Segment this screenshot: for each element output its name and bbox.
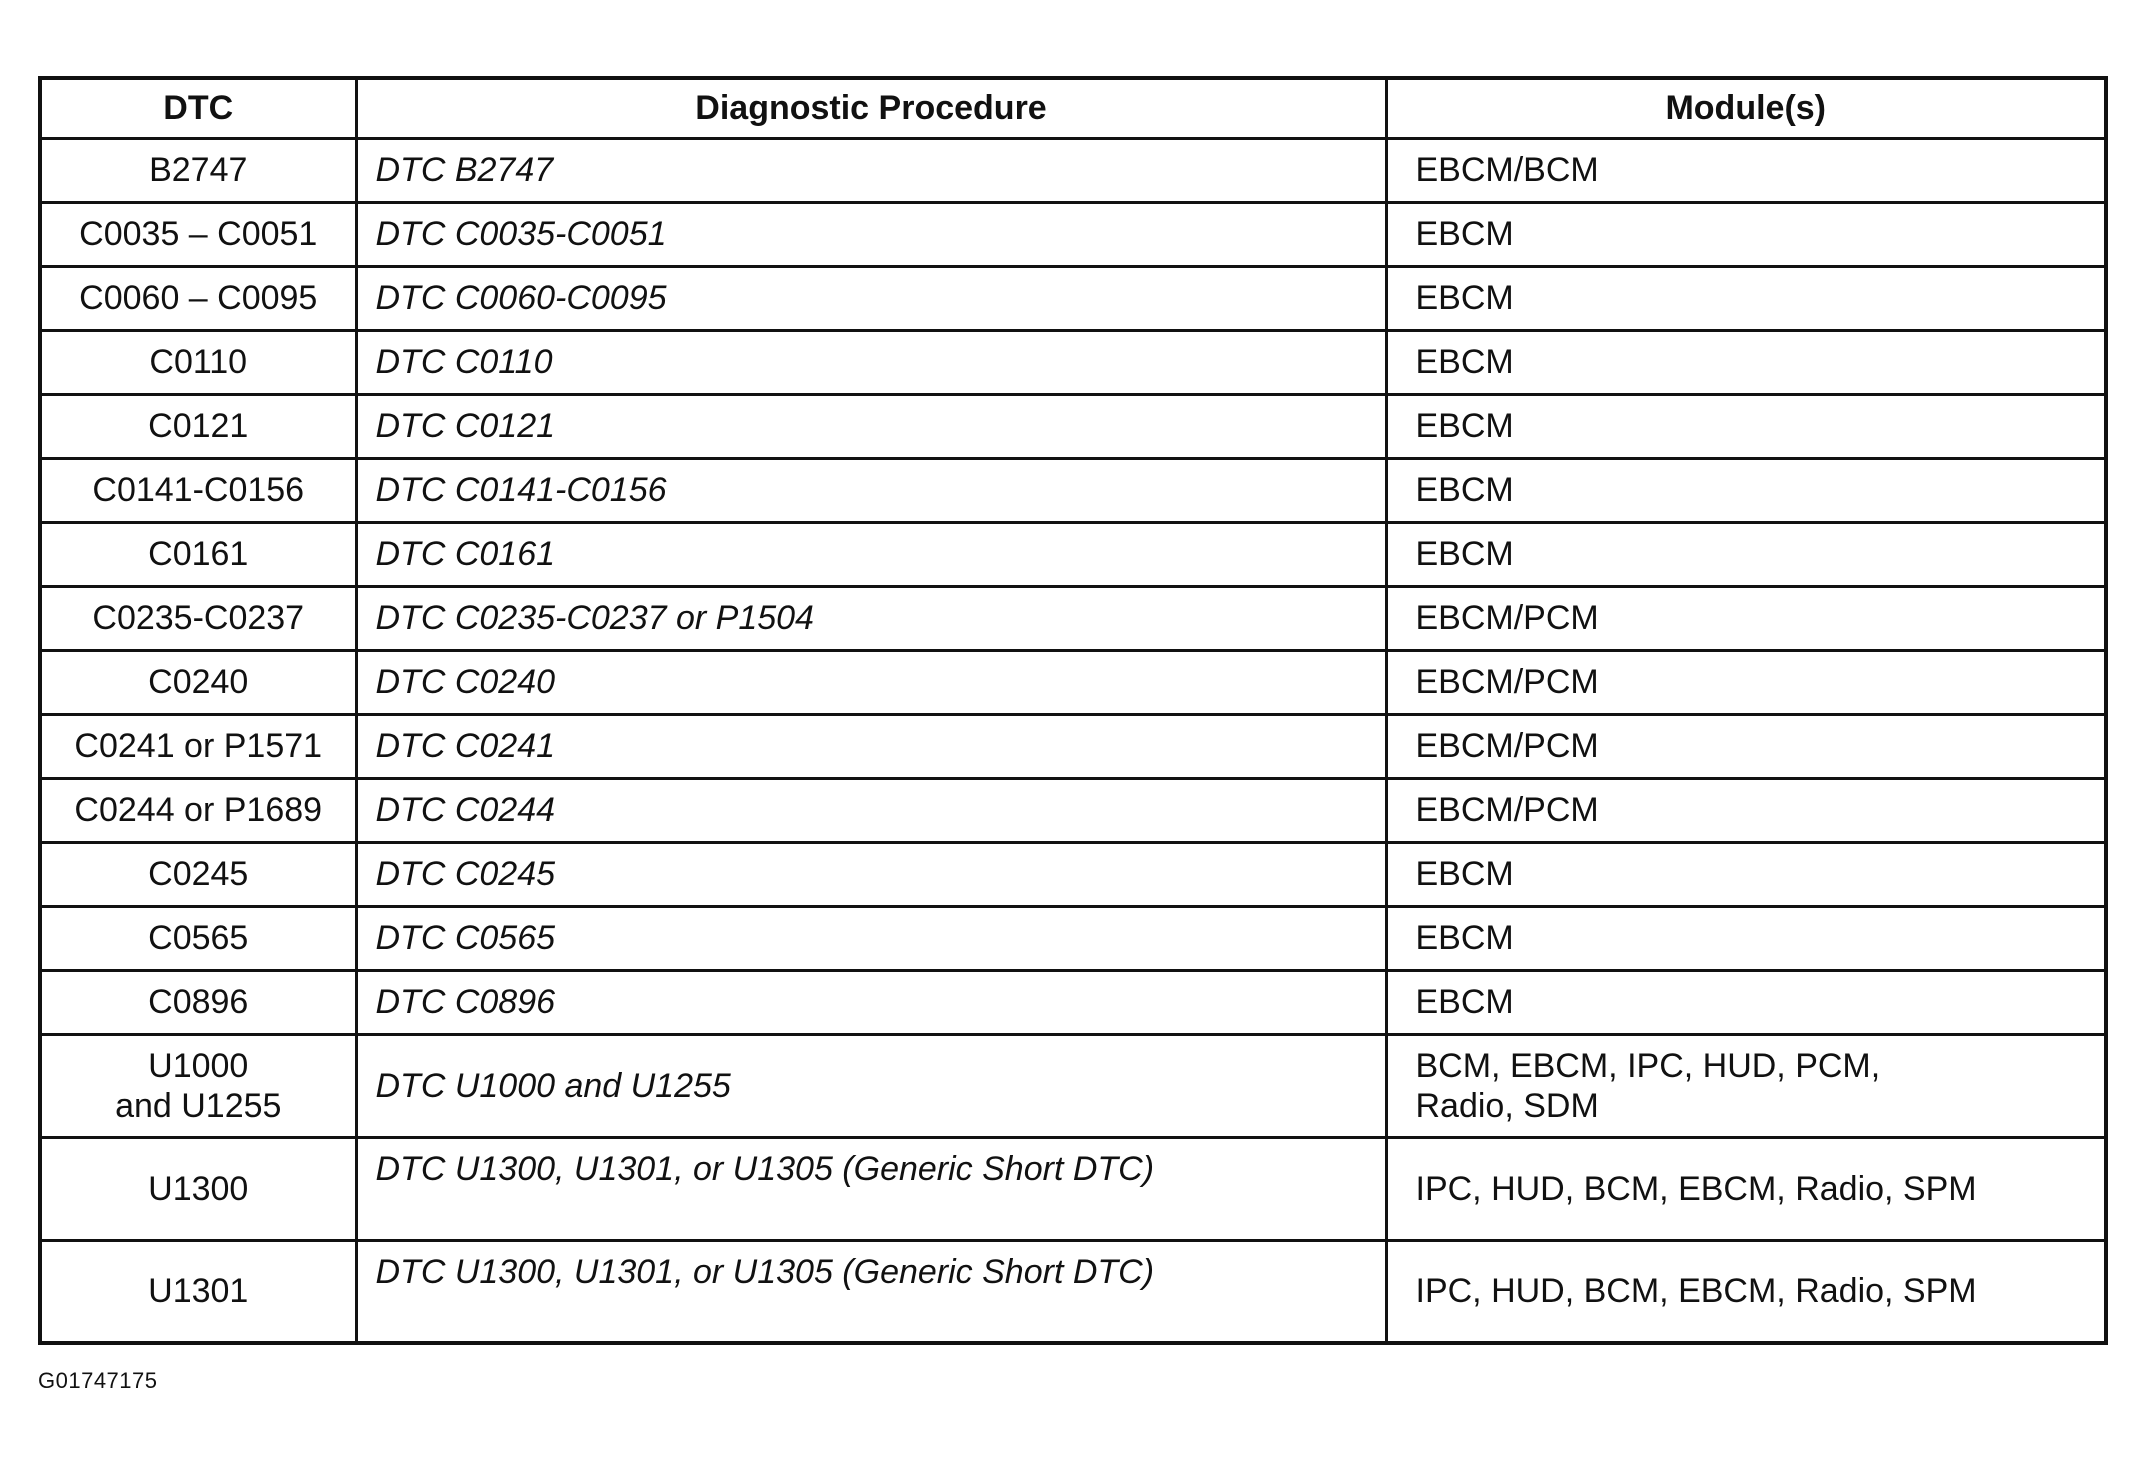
modules-cell: EBCM xyxy=(1386,458,2106,522)
table-row xyxy=(40,266,2106,330)
procedure-cell: DTC C0161 xyxy=(356,522,1386,586)
table-row xyxy=(40,458,2106,522)
procedure-cell: DTC C0121 xyxy=(356,394,1386,458)
procedure-cell: DTC C0110 xyxy=(356,330,1386,394)
dtc-cell: C0565 xyxy=(40,906,356,970)
procedure-cell: DTC U1300, U1301, or U1305 (Generic Short DTC) xyxy=(356,1240,1386,1343)
table-row xyxy=(40,138,2106,202)
dtc-cell: C0110 xyxy=(40,330,356,394)
modules-cell: EBCM xyxy=(1386,970,2106,1034)
table-row xyxy=(40,1034,2106,1137)
dtc-cell: U1300 xyxy=(40,1137,356,1240)
table-row xyxy=(40,522,2106,586)
modules-cell: EBCM/PCM xyxy=(1386,714,2106,778)
table-row xyxy=(40,842,2106,906)
modules-cell: IPC, HUD, BCM, EBCM, Radio, SPM xyxy=(1386,1240,2106,1343)
dtc-cell: U1301 xyxy=(40,1240,356,1343)
figure-id-label: G01747175 xyxy=(38,1368,158,1393)
dtc-cell: C0235-C0237 xyxy=(40,586,356,650)
modules-cell: IPC, HUD, BCM, EBCM, Radio, SPM xyxy=(1386,1137,2106,1240)
procedure-cell: DTC C0141-C0156 xyxy=(356,458,1386,522)
procedure-cell: DTC C0240 xyxy=(356,650,1386,714)
dtc-cell: C0245 xyxy=(40,842,356,906)
table-row xyxy=(40,202,2106,266)
modules-cell: EBCM xyxy=(1386,394,2106,458)
dtc-cell: C0240 xyxy=(40,650,356,714)
dtc-cell: C0896 xyxy=(40,970,356,1034)
dtc-cell: C0141-C0156 xyxy=(40,458,356,522)
modules-cell: EBCM xyxy=(1386,266,2106,330)
dtc-cell: B2747 xyxy=(40,138,356,202)
table-body xyxy=(40,138,2106,1343)
dtc-cell: U1000 and U1255 xyxy=(40,1034,356,1137)
table-row xyxy=(40,970,2106,1034)
modules-cell: EBCM/BCM xyxy=(1386,138,2106,202)
procedure-cell: DTC U1000 and U1255 xyxy=(356,1034,1386,1137)
table-row xyxy=(40,1240,2106,1343)
procedure-cell: DTC B2747 xyxy=(356,138,1386,202)
header-modules: Module(s) xyxy=(1386,78,2106,138)
procedure-cell: DTC C0235-C0237 or P1504 xyxy=(356,586,1386,650)
procedure-cell: DTC C0245 xyxy=(356,842,1386,906)
table-row xyxy=(40,1137,2106,1240)
procedure-cell: DTC C0060-C0095 xyxy=(356,266,1386,330)
dtc-cell: C0121 xyxy=(40,394,356,458)
dtc-cell: C0161 xyxy=(40,522,356,586)
dtc-cell: C0035 – C0051 xyxy=(40,202,356,266)
modules-cell: EBCM xyxy=(1386,522,2106,586)
table-row xyxy=(40,330,2106,394)
table-row xyxy=(40,394,2106,458)
header-diagnostic-procedure: Diagnostic Procedure xyxy=(356,78,1386,138)
modules-cell: EBCM xyxy=(1386,906,2106,970)
modules-cell: EBCM/PCM xyxy=(1386,650,2106,714)
dtc-table xyxy=(38,76,2108,1345)
procedure-cell: DTC C0896 xyxy=(356,970,1386,1034)
table-header-row xyxy=(40,78,2106,138)
table-row xyxy=(40,778,2106,842)
procedure-cell: DTC U1300, U1301, or U1305 (Generic Short DTC) xyxy=(356,1137,1386,1240)
procedure-cell: DTC C0035-C0051 xyxy=(356,202,1386,266)
dtc-cell: C0241 or P1571 xyxy=(40,714,356,778)
procedure-cell: DTC C0565 xyxy=(356,906,1386,970)
modules-cell: BCM, EBCM, IPC, HUD, PCM, Radio, SDM xyxy=(1386,1034,2106,1137)
dtc-cell: C0060 – C0095 xyxy=(40,266,356,330)
dtc-cell: C0244 or P1689 xyxy=(40,778,356,842)
table-row xyxy=(40,714,2106,778)
modules-cell: EBCM xyxy=(1386,202,2106,266)
modules-cell: EBCM/PCM xyxy=(1386,778,2106,842)
table-row xyxy=(40,650,2106,714)
table-row xyxy=(40,586,2106,650)
modules-cell: EBCM/PCM xyxy=(1386,586,2106,650)
procedure-cell: DTC C0241 xyxy=(356,714,1386,778)
header-dtc: DTC xyxy=(40,78,356,138)
table-row xyxy=(40,906,2106,970)
modules-cell: EBCM xyxy=(1386,842,2106,906)
modules-cell: EBCM xyxy=(1386,330,2106,394)
procedure-cell: DTC C0244 xyxy=(356,778,1386,842)
